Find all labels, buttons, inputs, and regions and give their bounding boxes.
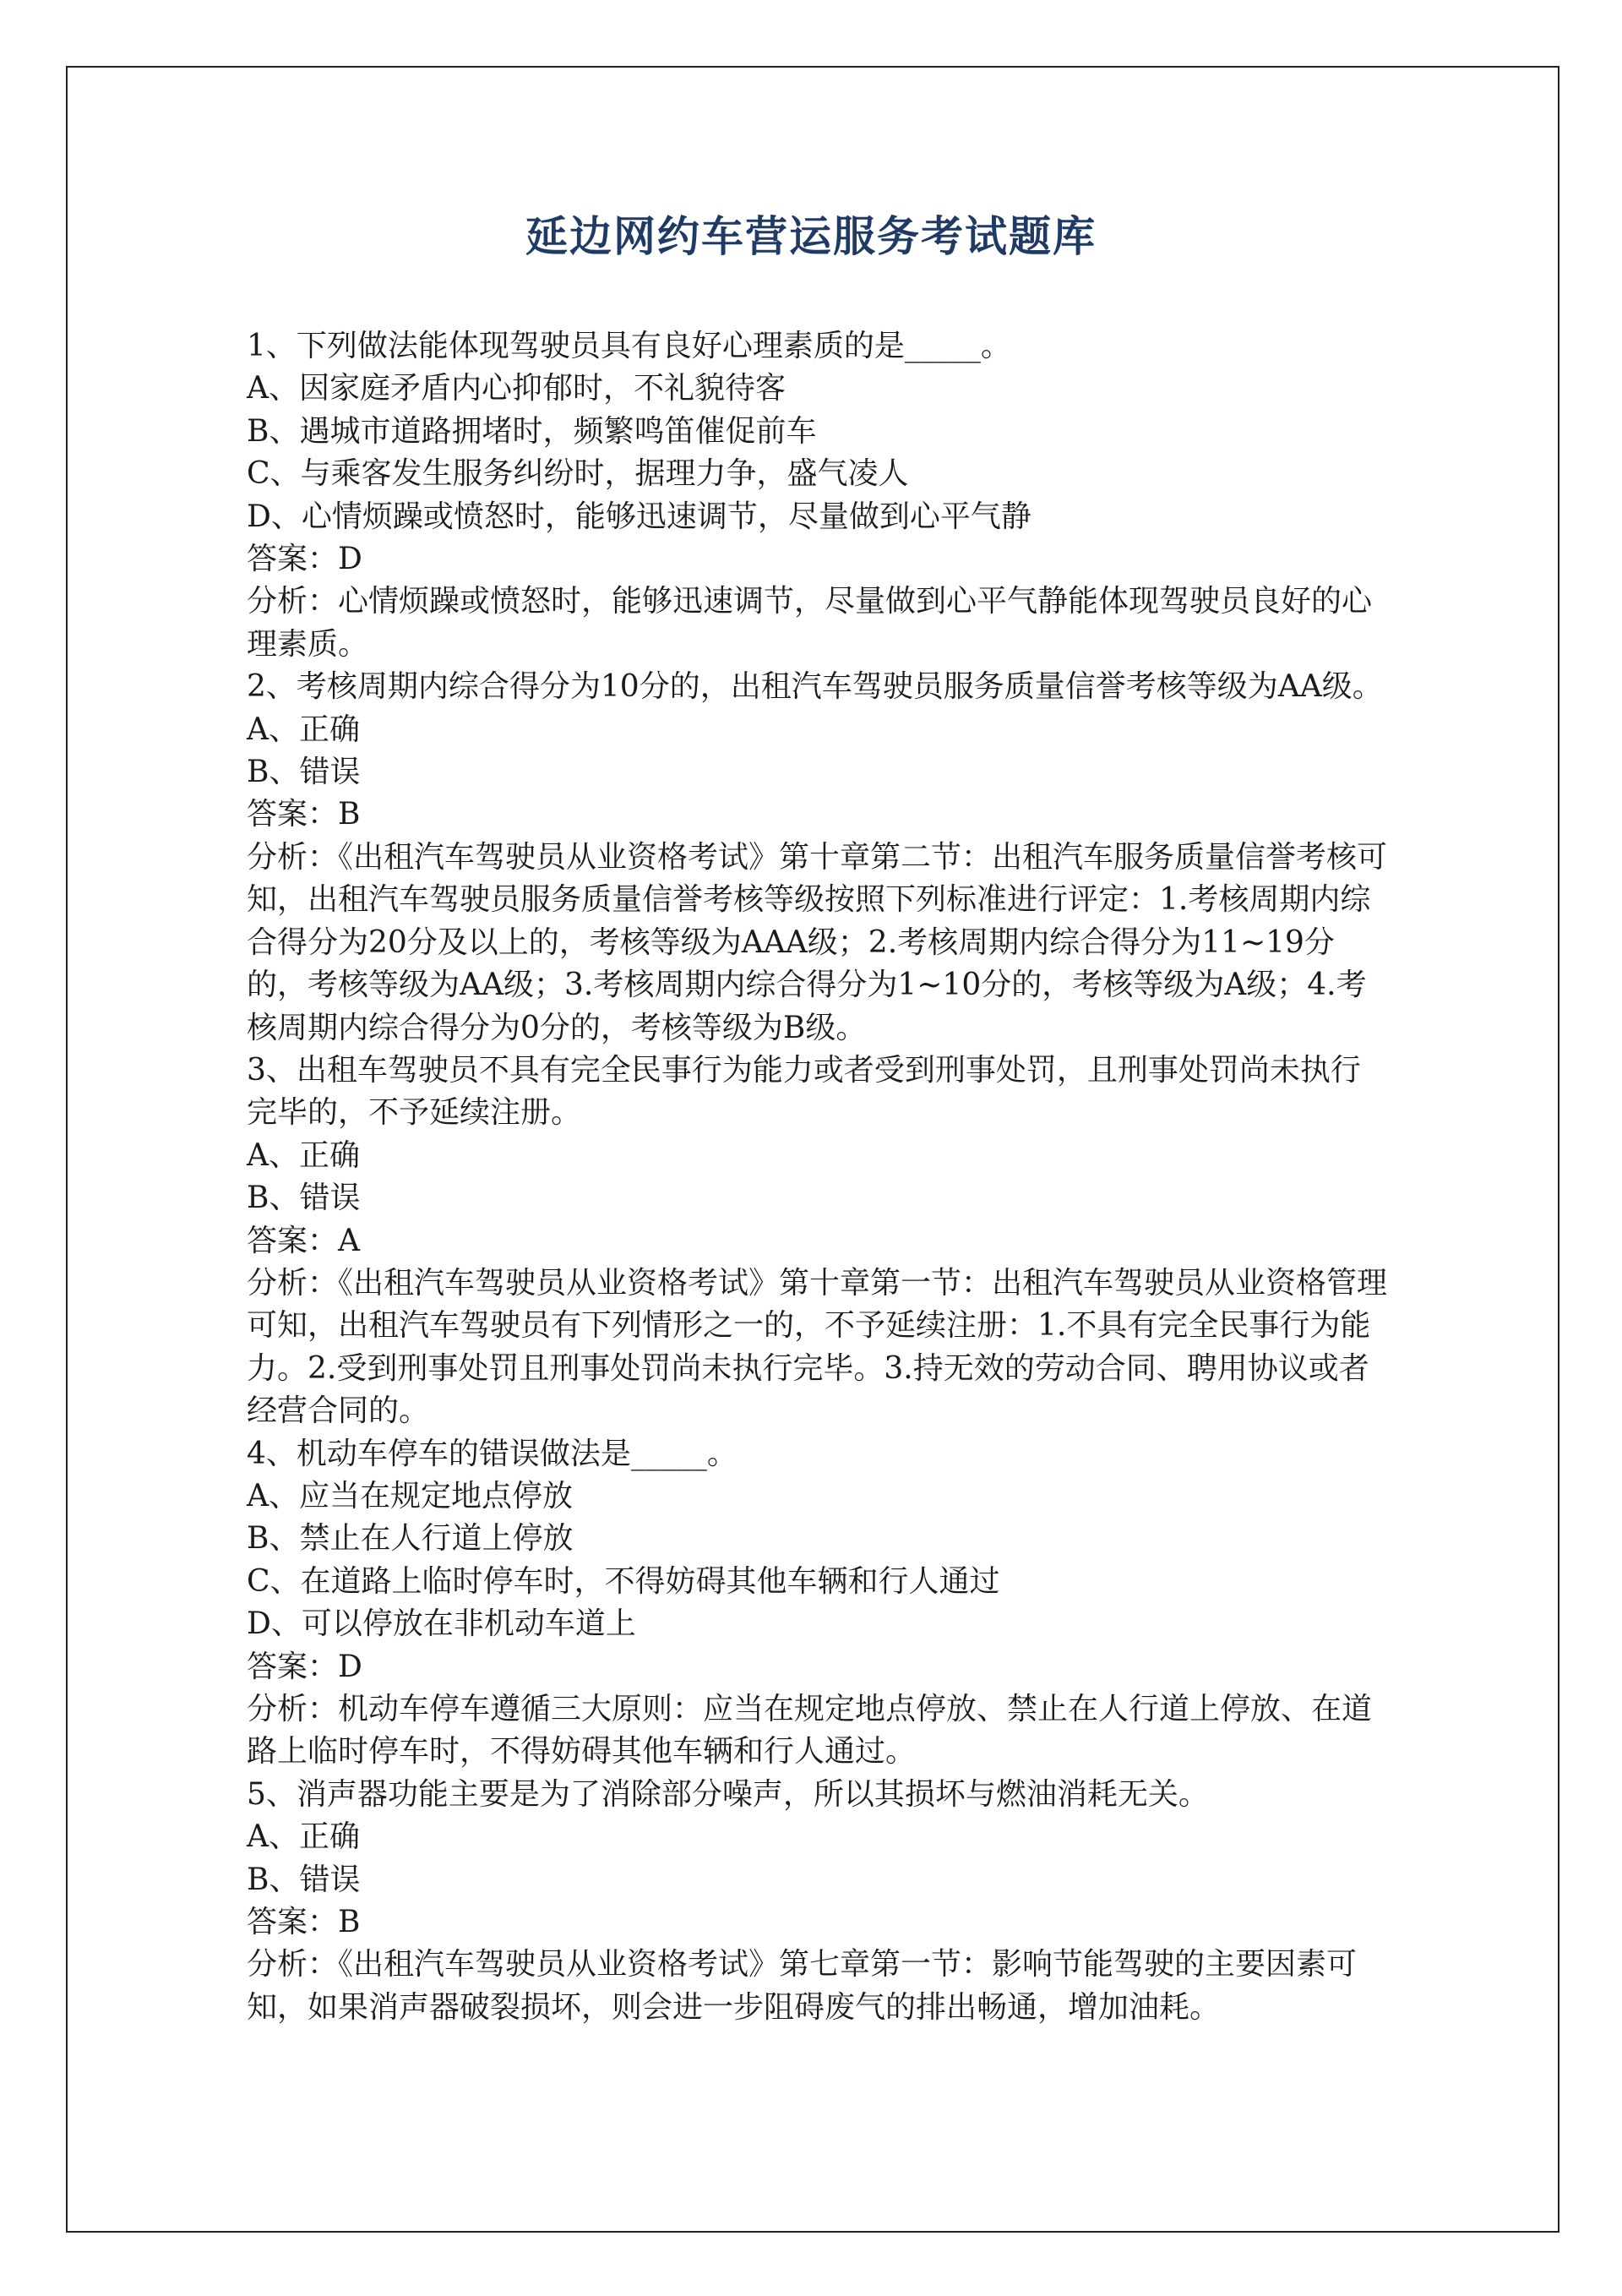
question-4 [247,1433,1387,1774]
analysis: 分析：《出租汽车驾驶员从业资格考试》第十章第二节：出租汽车服务质量信誉考核可知，出租汽车驾驶员服务质量信誉考核等级按照下列标准进行评定：1.考核周期内综合得分为20分及以上的，考核等级为AAA级；2.考核周期内综合得分为11~19分的，考核等级为AA级；3.考核周期内综合得分为1~10分的，考核等级为A级；4.考核周期内综合得分为0分的，考核等级为B级。 [247,839,1388,1045]
option-d: D、心情烦躁或愤怒时，能够迅速调节，尽量做到心平气静 [247,499,1031,534]
question-stem: 1、下列做法能体现驾驶员具有良好心理素质的是_____。 [247,329,1011,363]
option-a: A、正确 [247,1137,360,1173]
answer: 答案：B [247,1905,361,1940]
question-1 [247,325,1387,666]
option-a: A、因家庭矛盾内心抑郁时，不礼貌待客 [247,371,786,406]
answer: 答案：D [247,1649,362,1684]
page-title: 延边网约车营运服务考试题库 [525,211,1097,261]
question-5 [247,1774,1387,2029]
option-a: A、正确 [247,712,360,747]
option-a: A、正确 [247,1819,360,1855]
answer: 答案：A [247,1223,360,1258]
option-b: B、错误 [247,1181,361,1216]
option-c: C、与乘客发生服务纠纷时，据理力争，盛气凌人 [247,456,909,492]
question-stem: 2、考核周期内综合得分为10分的，出租汽车驾驶员服务质量信誉考核等级为AA级。 [247,669,1383,705]
analysis: 分析：心情烦躁或愤怒时，能够迅速调节，尽量做到心平气静能体现驾驶员良好的心理素质。 [247,584,1373,662]
option-b: B、禁止在人行道上停放 [247,1521,574,1557]
analysis: 分析：机动车停车遵循三大原则：应当在规定地点停放、禁止在人行道上停放、在道路上临时停车时，不得妨碍其他车辆和行人通过。 [247,1692,1373,1770]
option-b: B、遇城市道路拥堵时，频繁鸣笛催促前车 [247,413,817,449]
analysis: 分析：《出租汽车驾驶员从业资格考试》第十章第一节：出租汽车驾驶员从业资格管理可知，出租汽车驾驶员有下列情形之一的，不予延续注册：1.不具有完全民事行为能力。2.受到刑事处罚且刑事处罚尚未执行完毕。3.持无效的劳动合同、聘用协议或者经营合同的。 [247,1265,1388,1429]
answer: 答案：D [247,542,362,577]
question-2 [247,666,1387,1050]
answer: 答案：B [247,797,361,832]
analysis: 分析：《出租汽车驾驶员从业资格考试》第七章第一节：影响节能驾驶的主要因素可知，如果消声器破裂损坏，则会进一步阻碍废气的排出畅通，增加油耗。 [247,1947,1358,2025]
question-stem: 4、机动车停车的错误做法是_____。 [247,1436,738,1471]
option-c: C、在道路上临时停车时，不得妨碍其他车辆和行人通过 [247,1563,1000,1599]
option-a: A、应当在规定地点停放 [247,1478,573,1513]
option-b: B、错误 [247,755,361,790]
question-3 [247,1050,1387,1433]
question-stem: 3、出租车驾驶员不具有完全民事行为能力或者受到刑事处罚，且刑事处罚尚未执行完毕的，不予延续注册。 [247,1052,1361,1131]
question-stem: 5、消声器功能主要是为了消除部分噪声，所以其损坏与燃油消耗无关。 [247,1776,1209,1812]
question-list [247,325,1387,2029]
option-d: D、可以停放在非机动车道上 [247,1606,636,1642]
option-b: B、错误 [247,1862,361,1897]
